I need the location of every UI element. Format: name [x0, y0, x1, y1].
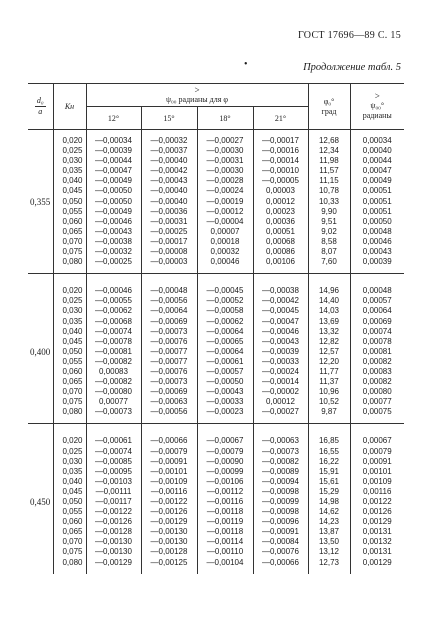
psi-15-values: —0,00066 —0,00079 —0,00091 —0,00101 —0,00109 —0,00116 —0,00122 —0,00126 —0,00129 —0,00130 —0,00130 —0,00128 —0,00125 — [141, 436, 197, 567]
phi0-values: 16,85 16,55 16,22 15,91 15,61 15,29 14,98 14,62 14,23 13,87 13,50 13,12 12,73 — [308, 436, 350, 567]
header-angle-21: 21° — [253, 107, 308, 130]
psi-18-values: —0,00045 —0,00052 —0,00058 —0,00062 —0,00064 —0,00065 —0,00064 —0,00061 —0,00057 —0,00050 —0,00043 —0,00033 —0,00023 — [197, 286, 253, 417]
header-psi-last-unit: радианы — [362, 111, 392, 120]
header-angle-15: 15° — [141, 107, 197, 130]
header-d0: d₀ — [36, 96, 44, 105]
header-phi0-unit: град — [321, 106, 337, 116]
psi-15-values: —0,00048 —0,00056 —0,00064 —0,00069 —0,00073 —0,00076 —0,00077 —0,00077 —0,00076 —0,00073 —0,00069 —0,00063 —0,00056 — [141, 286, 197, 417]
header-psi-group: > ψ₀₀ радианы для φ — [86, 84, 308, 107]
header-psi-last: > ψ₀₀° радианы — [350, 84, 404, 130]
group-d0: 0,355 — [30, 196, 51, 207]
psi-12-values: —0,00034 —0,00039 —0,00044 —0,00047 —0,00049 —0,00050 —0,00050 —0,00049 —0,00046 —0,00043 —0,00038 —0,00032 —0,00025 — [86, 136, 141, 267]
header-d0-over-a — [28, 84, 53, 130]
psi-12-values: —0,00061 —0,00074 —0,00085 —0,00095 —0,00103 —0,00111 —0,00117 —0,00122 —0,00126 —0,00128 —0,00130 —0,00130 —0,00129 — [86, 436, 141, 567]
group-row-2 — [28, 286, 404, 417]
psi-last-values: 0,00067 0,00079 0,00091 0,00101 0,00109 0,00116 0,00122 0,00126 0,00129 0,00131 0,00132 0,00131 0,00129 — [350, 436, 404, 567]
group-d0: 0,400 — [30, 346, 51, 357]
psi-18-values: —0,00027 —0,00030 —0,00031 —0,00030 —0,00028 —0,00024 —0,00019 —0,00012 —0,00004 0,00007 0,00018 0,00032 0,00046 — [197, 136, 253, 267]
psi-21-values: —0,00017 —0,00016 —0,00014 —0,00010 —0,00005 0,00003 0,00012 0,00023 0,00036 0,00051 0,00068 0,00086 0,00106 — [253, 136, 308, 267]
phi0-values: 14,96 14,40 14,03 13,69 13,32 12,82 12,57 12,20 11,77 11,37 10,96 10,52 9,87 — [308, 286, 350, 417]
psi-12-values: —0,00046 —0,00055 —0,00062 —0,00068 —0,00074 —0,00078 —0,00081 —0,00082 0,00083 —0,00082 —0,00080 0,00077 —0,00073 — [86, 286, 141, 417]
header-psi-group-arrow: > — [194, 85, 200, 95]
k-values: 0,020 0,025 0,030 0,035 0,040 0,045 0,050 0,055 0,060 0,065 0,070 0,075 0,080 — [53, 136, 86, 267]
header-phi0: φ₀° град — [308, 84, 350, 130]
psi-21-values: —0,00063 —0,00073 —0,00082 —0,00089 —0,00094 —0,00098 —0,00099 —0,00098 —0,00096 —0,00091 —0,00084 —0,00076 —0,00066 — [253, 436, 308, 567]
psi-15-values: —0,00032 —0,00037 —0,00040 —0,00042 —0,00043 —0,00040 —0,00040 —0,00036 —0,00031 —0,00025 —0,00017 —0,00008 —0,00003 — [141, 136, 197, 267]
header-angle-12: 12° — [86, 107, 141, 130]
header-k: Kн — [53, 84, 86, 130]
bullet-mark: • — [244, 59, 248, 70]
psi-21-values: —0,00038 —0,00042 —0,00045 —0,00047 —0,00046 —0,00043 —0,00039 —0,00033 —0,00024 —0,00014 —0,00002 0,00012 —0,00027 — [253, 286, 308, 417]
header-angle-18: 18° — [197, 107, 253, 130]
header-psi-last-arrow: > — [374, 91, 380, 101]
k-values: 0,020 0,025 0,030 0,035 0,040 0,045 0,050 0,055 0,060 0,065 0,070 0,075 0,080 — [53, 286, 86, 417]
psi-last-values: 0,00034 0,00040 0,00044 0,00047 0,00049 0,00051 0,00051 0,00051 0,00050 0,00048 0,00046 0,00043 0,00039 — [350, 136, 404, 267]
group-row-3 — [28, 436, 404, 567]
group-d0: 0,450 — [30, 497, 51, 508]
header-a: a — [38, 107, 43, 116]
phi0-values: 12,68 12,34 11,98 11,57 11,15 10,78 10,33 9,90 9,51 9,02 8,58 8,07 7,60 — [308, 136, 350, 267]
group-row-1 — [28, 136, 404, 267]
table-caption: Продолжение табл. 5 — [303, 62, 401, 73]
k-values: 0,020 0,025 0,030 0,035 0,040 0,045 0,050 0,055 0,060 0,065 0,070 0,075 0,080 — [53, 436, 86, 567]
psi-last-values: 0,00048 0,00057 0,00064 0,00069 0,00074 0,00078 0,00081 0,00082 0,00083 0,00082 0,00080 0,00077 0,00075 — [350, 286, 404, 417]
data-table — [28, 83, 404, 574]
page-header: ГОСТ 17696—89 С. 15 — [297, 30, 401, 41]
psi-18-values: —0,00067 —0,00079 —0,00090 —0,00099 —0,00106 —0,00112 —0,00116 —0,00118 —0,00119 —0,00118 —0,00114 —0,00110 —0,00104 — [197, 436, 253, 567]
